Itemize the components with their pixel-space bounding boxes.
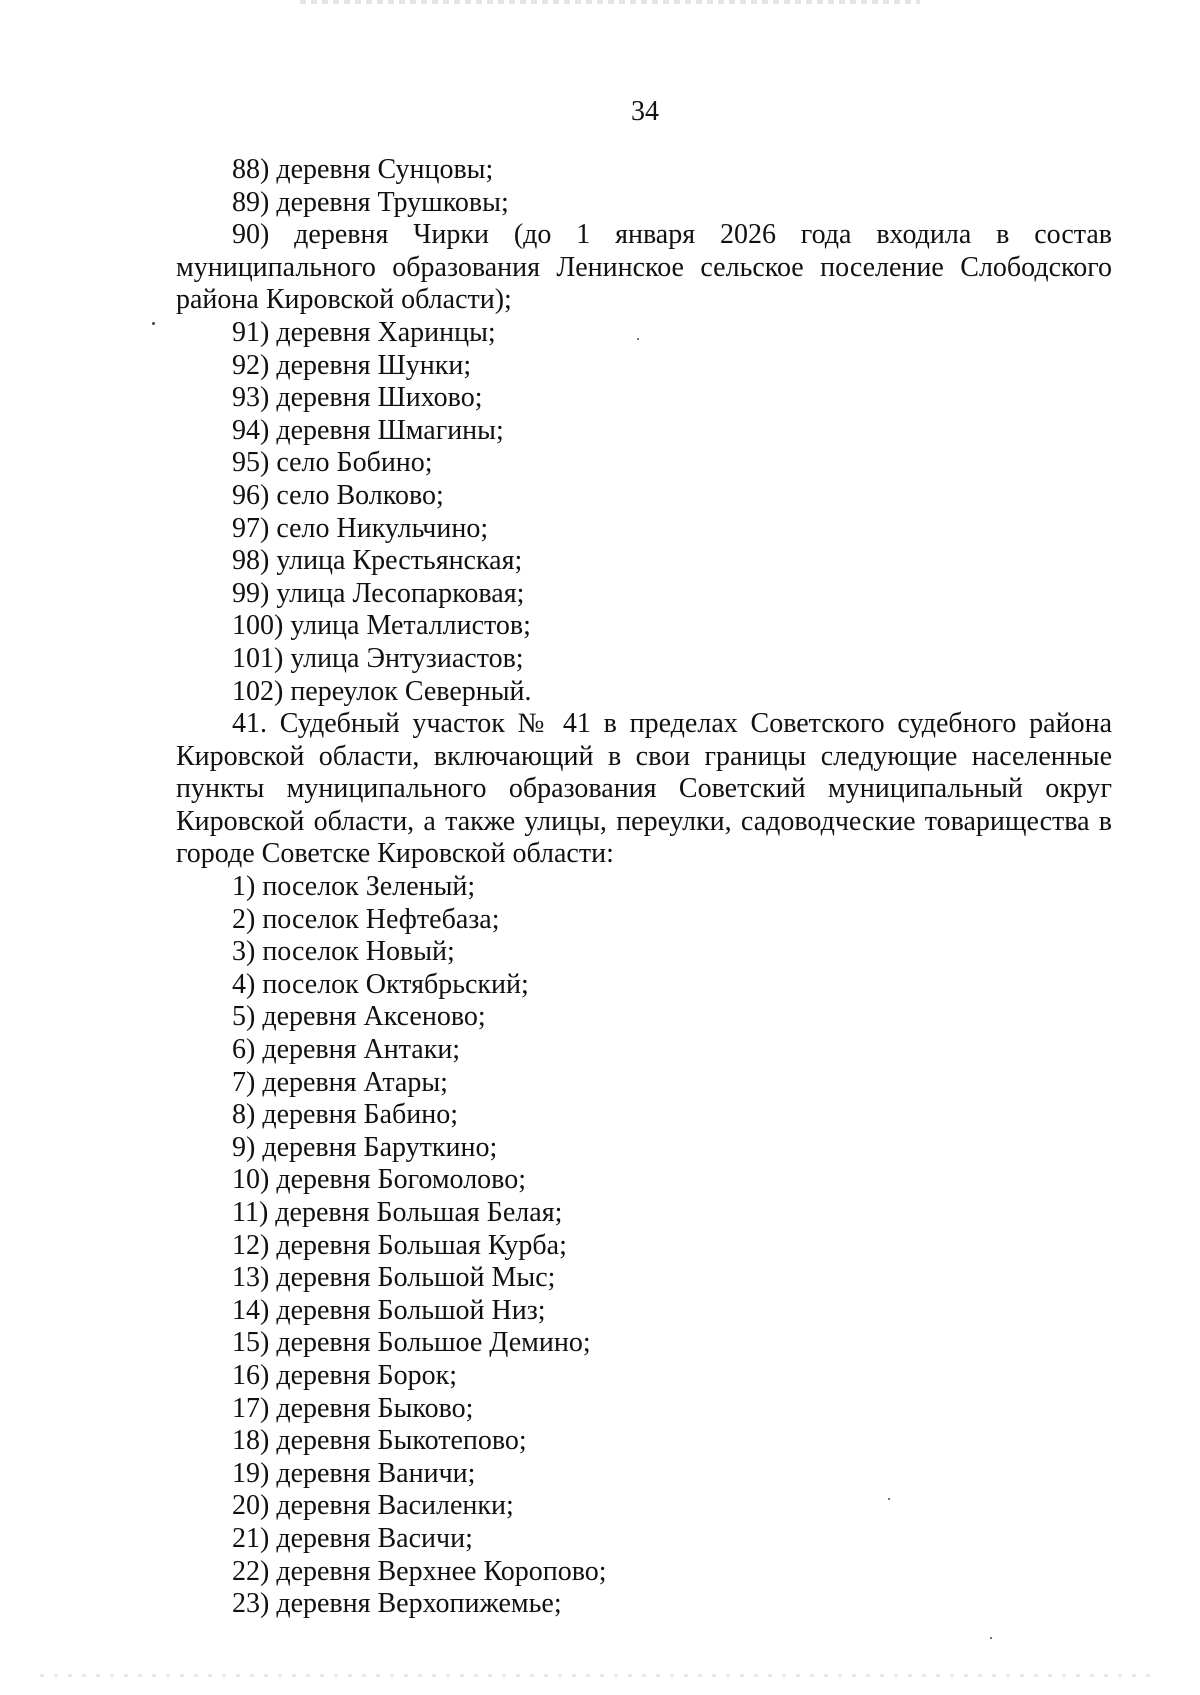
list-item: 19) деревня Ваничи; bbox=[232, 1457, 476, 1489]
page-number: 34 bbox=[631, 96, 659, 127]
list-item: 13) деревня Большой Мыс; bbox=[232, 1262, 556, 1294]
list-item: 91) деревня Харинцы; bbox=[232, 316, 496, 348]
list-item: 97) село Никульчино; bbox=[232, 512, 489, 544]
list-item: 16) деревня Борок; bbox=[232, 1359, 457, 1391]
paragraph-section-41: 41. Судебный участок № 41 в пределах Советского судебного района Кировской области, включающий в свои границы следующие населенные пункты муниципального образования Советский муниципальный округ Кировской области, а также улицы, переулки, садоводческие товарищества в городе Советске Кировской области: bbox=[176, 708, 1112, 870]
list-item: 15) деревня Большое Демино; bbox=[232, 1327, 591, 1359]
list-item: 21) деревня Васичи; bbox=[232, 1522, 473, 1554]
list-item: 3) поселок Новый; bbox=[232, 936, 455, 968]
list-item: 5) деревня Аксеново; bbox=[232, 1001, 486, 1033]
list-item: 99) улица Лесопарковая; bbox=[232, 577, 525, 609]
list-item: 1) поселок Зеленый; bbox=[232, 871, 476, 903]
scan-speck bbox=[888, 1498, 890, 1500]
list-item: 100) улица Металлистов; bbox=[232, 610, 531, 642]
list-item: 23) деревня Верхопижемье; bbox=[232, 1588, 562, 1620]
list-item: 11) деревня Большая Белая; bbox=[232, 1197, 563, 1228]
list-item: 89) деревня Трушковы; bbox=[232, 186, 509, 218]
list-item: 98) улица Крестьянская; bbox=[232, 545, 523, 577]
scan-speck bbox=[990, 1637, 992, 1639]
list-item: 7) деревня Атары; bbox=[232, 1066, 448, 1098]
list-item: 93) деревня Шихово; bbox=[232, 382, 483, 414]
document-body bbox=[176, 154, 1112, 1621]
list-item: 14) деревня Большой Низ; bbox=[232, 1294, 546, 1326]
scan-artifact-top bbox=[300, 0, 920, 4]
list-item: 18) деревня Быкотепово; bbox=[232, 1425, 527, 1457]
list-item: 20) деревня Василенки; bbox=[232, 1490, 514, 1522]
scan-artifact-bottom bbox=[40, 1674, 1160, 1677]
list-item: 95) село Бобино; bbox=[232, 447, 433, 479]
list-item: 12) деревня Большая Курба; bbox=[232, 1229, 567, 1261]
list-item: 4) поселок Октябрьский; bbox=[232, 968, 529, 1000]
scan-speck bbox=[637, 338, 639, 340]
list-item: 8) деревня Бабино; bbox=[232, 1099, 459, 1131]
scan-speck bbox=[152, 322, 155, 325]
list-item: 17) деревня Быково; bbox=[232, 1392, 474, 1424]
list-item: 9) деревня Баруткино; bbox=[232, 1131, 498, 1163]
list-item: 94) деревня Шмагины; bbox=[232, 414, 504, 446]
list-item: 96) село Волково; bbox=[232, 479, 444, 511]
list-item: 22) деревня Верхнее Коропово; bbox=[232, 1555, 607, 1587]
list-item: 10) деревня Богомолово; bbox=[232, 1164, 526, 1196]
list-item: 92) деревня Шунки; bbox=[232, 349, 472, 381]
list-item: 88) деревня Сунцовы; bbox=[232, 154, 494, 185]
list-item: 101) улица Энтузиастов; bbox=[232, 642, 524, 674]
list-item: 2) поселок Нефтебаза; bbox=[232, 903, 500, 935]
list-item: 102) переулок Северный. bbox=[232, 675, 532, 707]
list-item: 6) деревня Антаки; bbox=[232, 1034, 461, 1066]
paragraph-item-90: 90) деревня Чирки (до 1 января 2026 года входила в состав муниципального образования Ленинское сельское поселение Слободского района Кировской области); bbox=[176, 219, 1112, 316]
